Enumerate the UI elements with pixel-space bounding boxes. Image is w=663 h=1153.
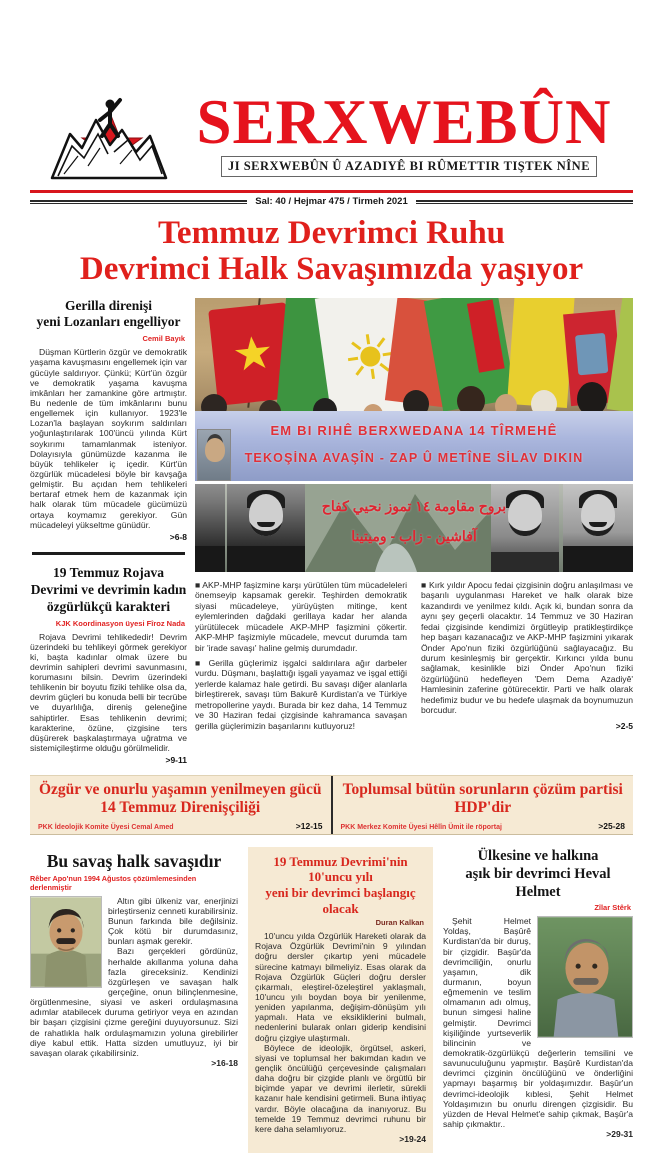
martyrs-caption-line1: بروح مقاومة ١٤ تموز نحيي كفاح (321, 497, 507, 514)
teaser-14-temmuz (30, 776, 331, 834)
article-body: Böylece de ideolojik, örgütsel, askeri, siyasi ve toplumsal her bakımdan kadın ve gençlik öncülüğü çerçevesinde çalışmaları daha doğru bir çizgide planlı ve örgütlü bir biçimde yapar ve devrimi ilerletir, sürekli kazanır hale kendisini getirmeli. Buna ihtiyaç vardır. Böyle olacağına da inanıyoruz. Bu temelde 19 Temmuz devrimci ruhunu bir kere daha selamlıyoruz. (255, 1042, 426, 1134)
article-author: Duran Kalkan (375, 918, 424, 928)
newspaper-title: SERXWEBÛN (196, 87, 612, 157)
masthead (30, 87, 633, 186)
portrait-mustache (589, 522, 607, 527)
portrait-face (249, 494, 283, 536)
bullet-paragraph: ■ AKP-MHP faşizmine karşı yürütülen tüm mücadeleleri önemseyip kapsamak gerekir. Teşhirden demokratik siyasi mücadeleye, yürüyüşten mitinge, kent eylemlerinden dağdaki gerillaya kadar her alanda yürütülecek mücadele AKP-MHP faşizmini çökertir. AKP-MHP faşizmiyle mücadele, mevcut durumda tam bir 'irade savaşı' haline gelmiş durumdadır. (195, 579, 407, 653)
portrait-face (581, 494, 615, 536)
article-title: Bu savaş halk savaşıdır (46, 850, 222, 871)
article-kicker: Rêber Apo'nun 1994 Ağustos çözümlemesinden derlenmiştir (30, 873, 197, 892)
mountain-star-logo-icon (50, 90, 168, 184)
teaser-title (341, 781, 626, 818)
portrait-mustache (257, 522, 275, 527)
teaser-banner-strip (30, 775, 633, 835)
article-19-temmuz-10yil (248, 847, 433, 1153)
left-column (30, 298, 187, 766)
article-title (30, 565, 187, 616)
portrait-suit (563, 546, 633, 572)
article-title-line1: Gerilla direnişi (64, 297, 153, 313)
page-reference: >2-5 (615, 720, 633, 731)
bullet-paragraph: ■ Kırk yıldır Apocu fedai çizgisinin doğru anlaşılması ve başarılı uygulanması Hareket ve halk olarak bize kazandırdı ve yenilmez kıldı. Açık ki, bundan sonra da aynı şey geçerli olacaktır. 14 Temmuz ve 30 Haziran fedai çizgisinde kendimizi örgütleyip pratikleştirdikçe hep başarı kazanacağız ve AKP-MHP faşizmini yıkarak Önder Apo'nun fiziki özgürlüğünü sağlayacağız. Bu durum kesinleşmiş bir gerçektir. Kırkıncı yılda bunu sağlamak, kesinlikle bizi Önder Apo'nun fiziki özgürlüğünü hedefleyen 'Dem Dema Azadiyê' Hamlesinin zaferine götürecektir. Parti ve halk olarak hedefimiz budur ve bu hedefe ulaşmak da boynumuzun borcudur. (421, 579, 633, 716)
main-headline-line2: Devrimci Halk Savaşımızda yaşıyor (79, 251, 584, 288)
article-heval-helmet (443, 847, 633, 1153)
page-reference: >19-24 (399, 1133, 426, 1144)
martyrs-photo (195, 484, 633, 572)
article-title (255, 854, 426, 916)
newspaper-motto: JI SERXWEBÛN Û AZADIYÊ BI RÛMETTIR TIŞTEK NÎNE (221, 156, 597, 177)
dateline-rule-left (30, 200, 247, 204)
article-title-line2: Devrimi ve devrimin kadın (30, 581, 187, 597)
article-body: 10'uncu yılda Özgürlük Hareketi olarak da Rojava Özgürlük Devrimi'nin 9 yılından doğru dersler çıkartıp yeni mücadele sürecine katmayı bilmeliyiz. Esas olarak da Rojava Özgürlük Güçleri doğru dersler çıkarmalı, eleştirel-özeleştirel yaklaşmalı, 10'uncu yılı boydan boya bir yenilenme, yeniden yapılanma, değişim-dönüşüm yılı yapmalı. Hata ve eksikliklerini bulmalı, nedenlerini bularak onları giderip kendisini doğru çizgiye ulaştırmalı. (255, 931, 426, 1043)
summary-column-1 (195, 580, 407, 737)
page-reference: >29-31 (606, 1129, 633, 1140)
article-title-line1: Ülkesine ve halkına (477, 847, 599, 864)
flag-emblem (575, 332, 608, 374)
page-reference: >9-11 (165, 755, 187, 766)
portrait-suit (195, 546, 225, 572)
teaser-title-line2: HDP'dir (454, 799, 512, 817)
article-author: KJK Koordinasyon üyesi Fîroz Nada (55, 618, 185, 628)
page-reference: >16-18 (211, 1058, 238, 1068)
article-body: Altın gibi ülkeniz var, enerjinizi birleştirseniz cenneti kurabilirsiniz. Bunun farkında bile değilsiniz. Çok kötü bir durumdasınız, bunları aşmak gerekir. (108, 895, 238, 947)
teaser-hdp (331, 776, 634, 834)
march-photo (195, 298, 633, 481)
column-divider (32, 552, 185, 555)
summary-column-2 (421, 580, 633, 737)
article-body: Bazı gerçekleri gördünüz, herhalde akıllanma yoluna daha fazla gireceksiniz. Kendinizi özgürleşen ve savaşan halk gerçeğine, onun bilinçlenmesine, örgütlenmesine, siyasi ve askeri ordulaşmasına adımlar atabilecek duruma getiriyor veya en azından bir başarı çizgisini çizme gereğini duyuyorsunuz. Sizi de rahatlıkla halk ordulaşmamızın yoluna girebilirler diye kabul ettik. Hatta sizden umutluyuz, iyi bir savaşan olarak çıkabilirsiniz. (30, 946, 238, 1058)
article-gerilla-direnisi (30, 298, 187, 542)
article-title (443, 847, 633, 901)
martyr-portrait (227, 484, 305, 572)
right-area (195, 298, 633, 766)
martyrs-caption-line2: آفاشين - زاب - وميتينا (351, 527, 477, 544)
teaser-byline: PKK Merkez Komite Üyesi Hêlîn Ümit ile röportaj (340, 823, 502, 831)
portrait-face (508, 494, 542, 536)
article-halk-savasi (30, 847, 238, 1153)
teaser-title (38, 781, 323, 818)
issue-info: Sal: 40 / Hejmar 475 / Tirmeh 2021 (255, 196, 408, 207)
page-reference: >6-8 (169, 531, 187, 542)
main-headline (30, 215, 633, 288)
helmet-portrait-image (537, 916, 633, 1038)
article-title-line1: 19 Temmuz Rojava (53, 564, 164, 580)
article-title-line2: yeni Lozanları engelliyor (36, 314, 181, 330)
poster-face (205, 438, 225, 462)
newspaper-front-page (30, 0, 633, 1153)
article-rojava-devrimi (30, 565, 187, 765)
martyr-portrait (195, 484, 225, 572)
teaser-title-line1: Toplumsal bütün sorunların çözüm partisi (342, 781, 623, 799)
page-reference: >12-15 (295, 820, 323, 831)
march-banner (195, 411, 633, 481)
article-title (30, 298, 187, 332)
article-title-line1: 19 Temmuz Devrimi'nin 10'uncu yılı (273, 853, 408, 885)
bullet-paragraph: ■ Gerilla güçlerimiz işgalci saldırılara ağır darbeler vurdu. Düşmanı, başlattığı işgali yayamaz ve işgal ettiği yerlerde kalamaz hale getirdi. Bu savaşı diğer alanlarla birleştirerek, savaşı tüm Bakurê Kurdistan'a ve Türkiye metropollerine yaydı. Burada bir kez daha, 14 Temmuz ve 30 Haziran fedai çizgisinde kahramanca savaşan gerilla güçlerimizin başarılarını kutluyoruz! (195, 657, 407, 731)
teaser-title-line1: Özgür ve onurlu yaşamın yenilmeyen gücü (38, 781, 322, 799)
article-title-line3: özgürlükçü karakteri (46, 598, 171, 614)
issue-dateline (30, 196, 633, 207)
page-reference: >25-28 (598, 820, 625, 831)
ocalan-poster (197, 429, 231, 481)
teaser-byline: PKK İdeolojik Komite Üyesi Cemal Amed (38, 823, 174, 831)
portrait-suit (491, 552, 559, 572)
article-title-line2: aşık bir devrimci Heval Helmet (465, 865, 611, 900)
martyr-portrait (563, 484, 633, 572)
article-title-line2: yeni bir devrimci başlangıç olacak (265, 884, 416, 916)
teaser-title-line2: 14 Temmuz Direnişçiliği (100, 799, 261, 817)
dateline-rule-right (416, 200, 633, 204)
march-banner-text-line1: EM BI RIHÊ BERXWEDANA 14 TÎRMEHÊ (270, 422, 558, 438)
article-body: Rojava Devrimi tehlikededir! Devrim üzerindeki bu tehlikeyi görmek gerekiyor ki, başta kadınlar olmak üzere bu devrimin sahipleri devrimi savunmasını, korumasını bilsin. Devrim üzerindeki tehlikenin bir boyutu fiziki tehlike olsa da, devrim güçleri bu konuda belli bir tecrübe ve duyarlılığa, direniş geleneğine sahiptirler. Esas tehlikenin devrimi; karakterine, özüne, çizgisine ters düşürerek başkalaştırmaya uğratma ve sistemiçileştirme olduğu görülmelidir. (30, 631, 187, 754)
article-body: Şehit Helmet Yoldaş, Başûrê Kurdistan'da bir duruş, bir çizgidir. Başûr'da devrimciliğin, onurlu yaşamın, dik durmanın, boyun eğmemenin ve teslim olmamanın adı olmuş, bunun simgesi haline gelmiştir. Devrimci kişiliğinde yurtseverlik bilincinin ve demokratik-özgürlükçü değerlerin temsilini ve savunuculuğunu yapmıştır. Başûrê Kurdistan'da devrimci çizginin öncülüğünü ve önderliğini yapmayı başarmış bir yoldaşımızdır. Başûr'un devrimci-ideolojik kıblesi, Şehit Helmet Yoldaşımızın bu onurlu direngen çizgisidir. Bu yüzden de Heval Helmet'e sahip çıkmak, Başûr'a sahip çıkmaktır.. (443, 916, 633, 1129)
article-body: Düşman Kürtlerin özgür ve demokratik yaşama kavuşmasını engellemek için var gücüyle saldırıyor. Çünkü; Kürt'ün özgür ve demokratik yaşama kavuşma imkânları her zamankine göre artmıştır. Bu nedenle de tüm imkânlarını bunu engellemek için kullanıyor. 1923'le Lozan'la başlayan soykırım saldırıları yoğunlaştırılarak 100'üncü yılında Kürt soykırımı tamamlanmak isteniyor. Dolayısıyla günümüzde kazanma ile büyük tehlikeler iç içedir. Kürt'ün özgürlük mücadelesi böyle bir kavşağa gelmiştir. Bu açıdan hem tehlikeleri bertaraf etmek hem de kazanmak için halk olarak tüm mücadele gücümüzü ortaya koymamız gerekiyor. Gün mücadeleyi yükseltme günüdür. (30, 347, 187, 530)
ocalan-portrait-image (30, 896, 102, 988)
main-headline-line1: Temmuz Devrimci Ruhu (157, 215, 506, 251)
article-author: Cemil Bayık (142, 334, 185, 344)
march-banner-text-line2: TEKOŞİNA AVAŞÎN - ZAP Û METÎNE SİLAV DIKIN (244, 450, 584, 465)
article-author: Zîlar Stêrk (594, 903, 631, 913)
portrait-suit (227, 546, 305, 572)
masthead-red-rule (30, 190, 633, 193)
flag-stripe (467, 299, 505, 372)
summary-bullets (195, 580, 633, 737)
